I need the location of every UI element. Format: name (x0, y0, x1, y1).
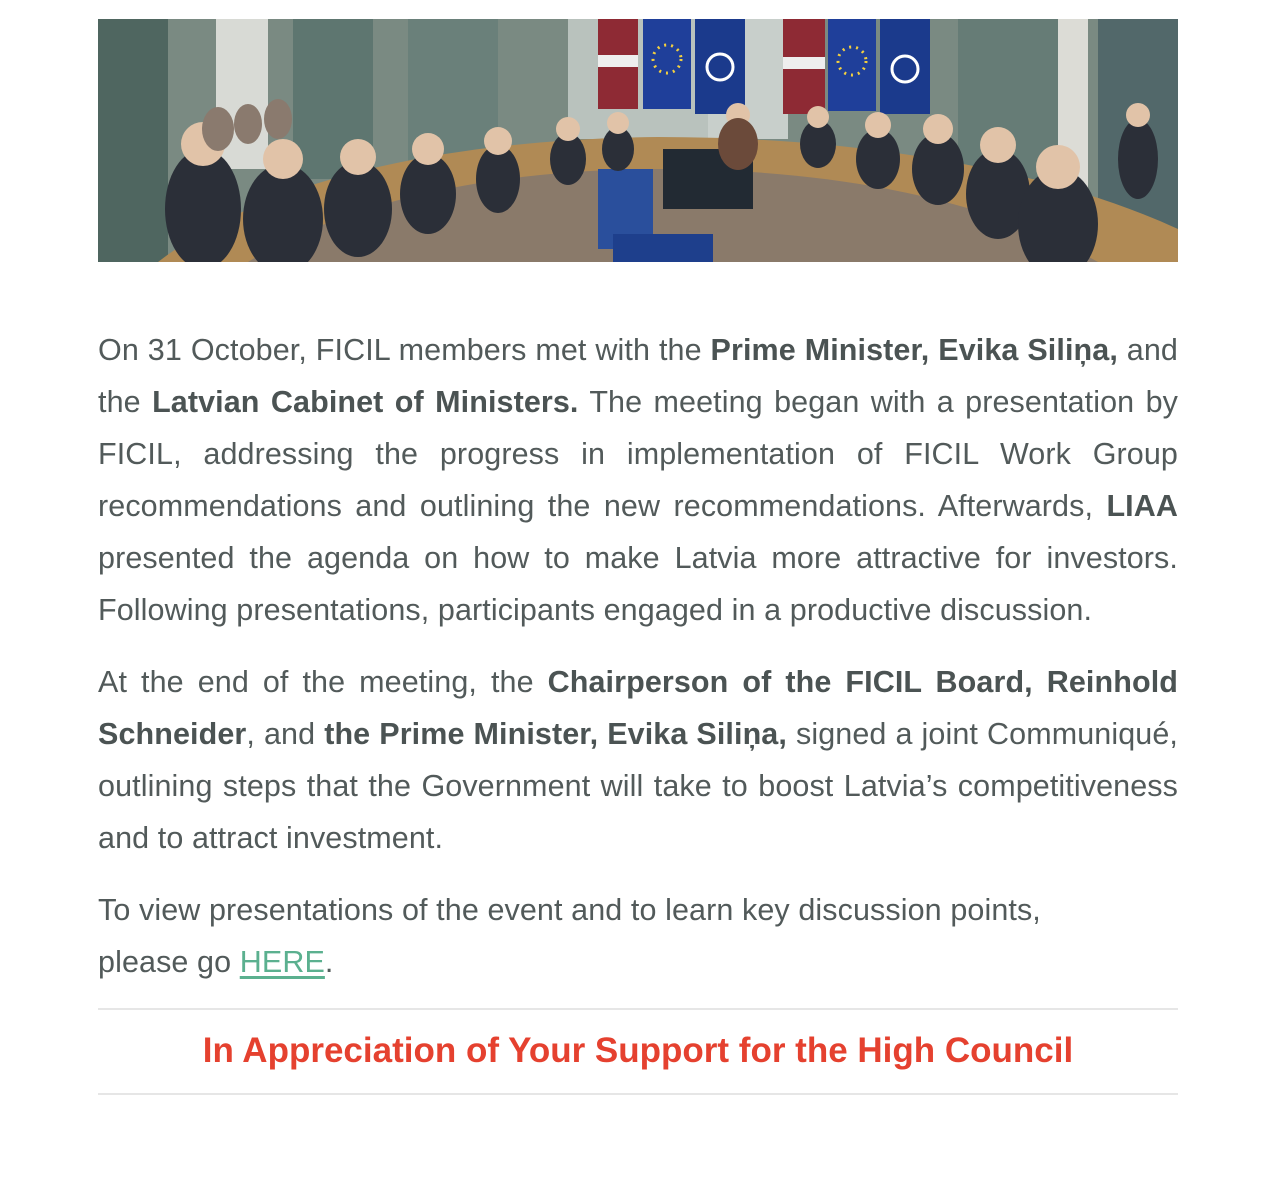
prime-minister-name: Prime Minister, Evika Siliņa, (710, 333, 1118, 367)
cabinet-name: Latvian Cabinet of Ministers. (152, 385, 579, 419)
section-divider-bottom (98, 1093, 1178, 1095)
presentations-link[interactable]: HERE (239, 945, 325, 979)
article-paragraph-meeting: On 31 October, FICIL members met with the Prime Minister, Evika Siliņa, and the Latvian Cabinet of Ministers. The meeting began with a presentation by FICIL, addressing the progress in implementation of FICIL Work Group recommendations and outlining the new recommendations. Afterwards, LIAA presented the agenda on how to make Latvia more attractive for investors. Following presentations, participants engaged in a productive discussion. (98, 333, 1178, 627)
prime-minister-signatory: the Prime Minister, Evika Siliņa, (324, 717, 787, 751)
chairperson-name: Chairperson of the FICIL Board, Reinhold Schneider (98, 665, 1178, 751)
liaa-name: LIAA (1106, 489, 1178, 523)
section-heading: In Appreciation of Your Support for the High Council (202, 1031, 1074, 1070)
article-paragraph-communique: At the end of the meeting, the Chairperson of the FICIL Board, Reinhold Schneider, and the Prime Minister, Evika Siliņa, signed a joint Communiqué, outlining steps that the Government will take to boost Latvia’s competitiveness and to attract investment. (98, 665, 1178, 855)
meeting-photo (98, 19, 1178, 262)
article-body (98, 324, 1178, 988)
article-paragraph-presentations: To view presentations of the event and to learn key discussion points, please go HERE. (98, 893, 1041, 979)
newsletter-content (98, 19, 1178, 1095)
